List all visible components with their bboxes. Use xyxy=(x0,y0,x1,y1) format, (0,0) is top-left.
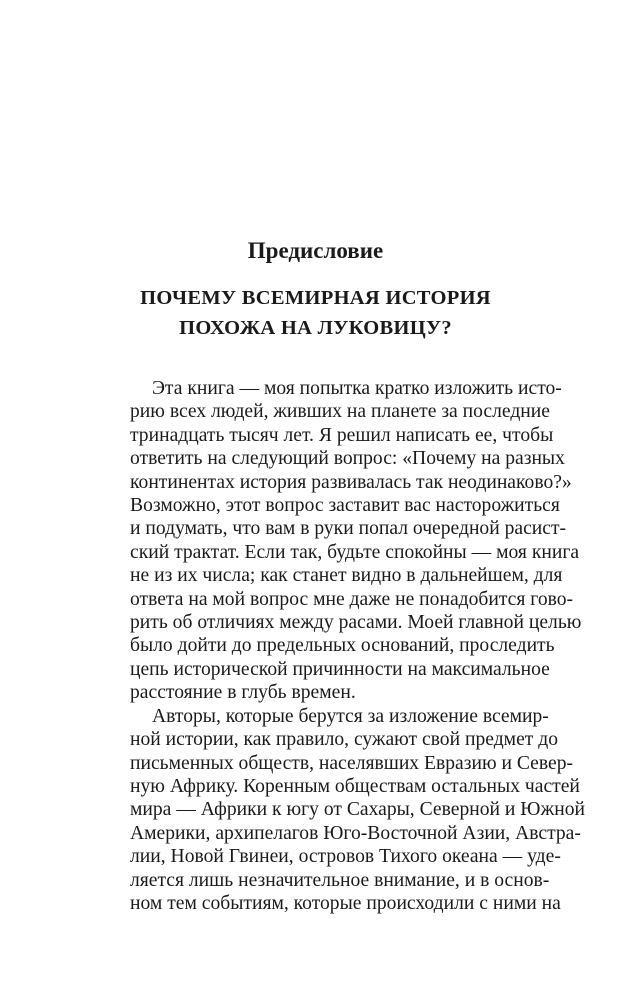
text-line: расстояние в глубь времен. xyxy=(130,682,356,704)
text-line: лии, Новой Гвинеи, островов Тихого океана — уде- xyxy=(130,846,561,868)
text-line: ном тем событиям, которые происходили с ними на xyxy=(130,892,561,914)
text-line: рию всех людей, живших на планете за последние xyxy=(130,401,550,423)
text-line: ляется лишь незначительное внимание, и в основ- xyxy=(130,869,550,891)
text-line: ский трактат. Если так, будьте спокойны — моя книга xyxy=(130,541,580,563)
text-line: мира — Африки к югу от Сахары, Северной и Южной xyxy=(130,799,585,821)
text-line: Авторы, которые берутся за изложение всемир- xyxy=(152,705,549,727)
text-line: не из их числа; как станет видно в дальнейшем, для xyxy=(130,565,563,587)
text-line: ной истории, как правило, сужают свой предмет до xyxy=(130,729,559,751)
text-line: континентах история развивалась так неодинаково?» xyxy=(130,471,572,493)
text-line: и подумать, что вам в руки попал очередной расист- xyxy=(130,518,567,540)
text-line: тринадцать тысяч лет. Я решил написать ее, чтобы xyxy=(130,424,554,446)
text-line: Эта книга — моя попытка кратко изложить исто- xyxy=(152,378,562,399)
text-line: было дойти до предельных оснований, проследить xyxy=(130,635,555,657)
chapter-title: Предисловие xyxy=(247,238,384,263)
paragraph xyxy=(130,705,585,916)
text-line: Америки, архипелагов Юго-Восточной Азии, Австра- xyxy=(130,822,581,844)
text-line: Возможно, этот вопрос заставит вас насторожиться xyxy=(130,495,560,517)
chapter-heading xyxy=(0,283,631,343)
text-line: ную Африку. Коренным обществам остальных частей xyxy=(130,775,580,797)
body-text xyxy=(130,377,585,915)
text-line: рить об отличиях между расами. Моей главной целью xyxy=(130,612,582,634)
text-line: ответить на следующий вопрос: «Почему на разных xyxy=(130,448,565,470)
text-line: ответа на мой вопрос мне даже не понадобится гово- xyxy=(130,588,574,610)
text-line: письменных обществ, населявших Евразию и Север- xyxy=(130,752,574,774)
heading-line: ПОХОЖА НА ЛУКОВИЦУ? xyxy=(179,317,452,339)
heading-line: ПОЧЕМУ ВСЕМИРНАЯ ИСТОРИЯ xyxy=(140,287,491,309)
paragraph xyxy=(130,377,582,705)
text-line: цепь исторической причинности на максимальное xyxy=(130,658,550,680)
